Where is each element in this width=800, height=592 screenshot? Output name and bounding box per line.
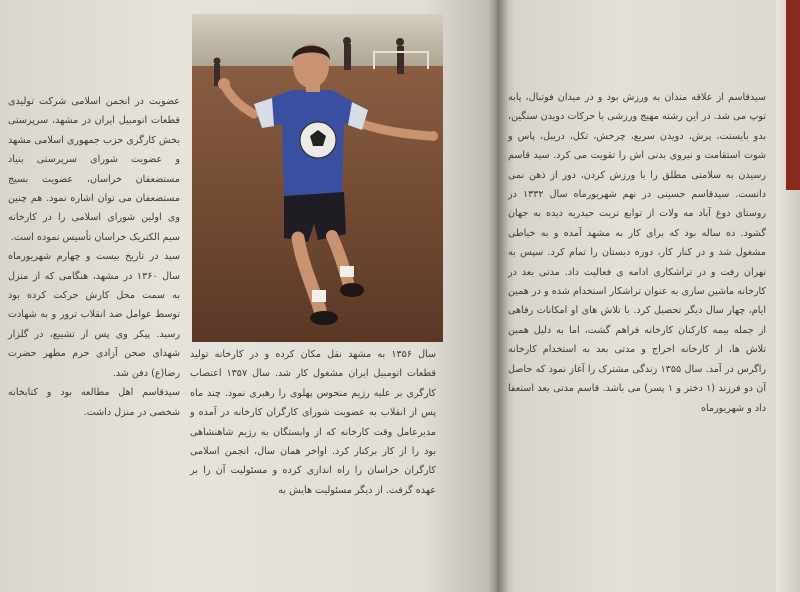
boy-playing-football-illustration [192, 14, 443, 342]
cover-edge [786, 0, 800, 190]
right-text-column [508, 88, 766, 418]
football-photo [192, 14, 443, 342]
paragraph: سید در تاریخ بیست و چهارم شهریورماه سال ۱۳۶۰ در مشهد، هنگامی که از منزل به سمت محل کارش حرکت کرده بود توسط عوامل ضد انقلاب ترور و به شهادت رسید. پیکر وی پس از تشییع، در گلزار شهدای صحن آزادی حرم مطهر حضرت رضا(ع) دفن شد. [8, 251, 181, 379]
paragraph: سیدقاسم از علاقه مندان به ورزش بود و در میدان فوتبال، پابه توپ می شد. در این رشته مهیج ورزشی با حرکات دویدن سنگین، بدو بایستت، پرش، دویدن سریع، چرخش، تکل، دریبل، پاس و شوت استقامت و نیروی بدنی اش را تقویت می کرد. سید قاسم رسیدن به سلامتی مطلق را با ورزش کردن، دور از ذهن نمی دانست. سیدقاسم حسینی در نهم شهریورماه سال ۱۳۳۲ در روستای دوغ آباد مه ولات از توابع تربت حیدریه دیده به جهان گشود. ده ساله بود که برای کار به مشهد آمده و به خیاطی مشغول شد و در کنار کار، دوره دبستان را تمام کرد. سپس به تهران رفت و در تراشکاری ادامه ی فعالیت داد. مدتی بعد در کارخانه ماشین سازی به عنوان تراشکار استخدام شده و در همین ایام، چهار سال دیگر تحصیل کرد. با تلاش های او امکانات رفاهی از جمله بیمه کارکنان کارخانه فراهم گشت، اما به دلیل همین تلاش ها، از کارخانه اخراج و مدتی بعد به استخدام کارخانه راگرس در آمد. سال ۱۳۵۵ زندگی مشترک را آغاز نمود که حاصل آن دو فرزند (۱ دختر و ۱ پسر) می باشد. قاسم مدتی بعد استعفا داد و شهریورماه [508, 92, 767, 414]
photo-caption-text [190, 345, 436, 500]
left-text-column [8, 92, 180, 422]
book-gutter [488, 0, 508, 592]
paragraph: عضویت در انجمن اسلامی شرکت تولیدی قطعات اتومبیل ایران در مشهد، سرپرستی بخش کارگری حزب جمهوری اسلامی مشهد و عضویت شورای سرپرستی بنیاد مستضعفان خراسان، عضویت بسیج مستضعفان می توان اشاره نمود. هم چنین وی اولین شورای اسلامی را در کارخانه سیم الکتریک خراسان تأسیس نموده است. [8, 96, 180, 243]
paragraph: سیدقاسم اهل مطالعه بود و کتابخانه شخصی در منزل داشت. [8, 387, 180, 418]
paragraph: سال ۱۳۵۶ به مشهد نقل مکان کرده و در کارخانه تولید قطعات اتومبیل ایران مشغول کار شد. سال ۱۳۵۷ اعتصاب کارگری بر علیه رژیم منحوس پهلوی را رهبری نمود. چند ماه پس از انقلاب به عضویت شورای کارگران کارخانه در آمده و مدیرعامل وقت کارخانه که از وابستگان به رژیم شاهنشاهی بود را از کار برکنار کرد. اواخر همان سال، انجمن اسلامی کارگران خراسان را راه اندازی کرده و مسئولیت آن را بر عهده گرفت. از دیگر مسئولیت هایش به [190, 349, 437, 496]
